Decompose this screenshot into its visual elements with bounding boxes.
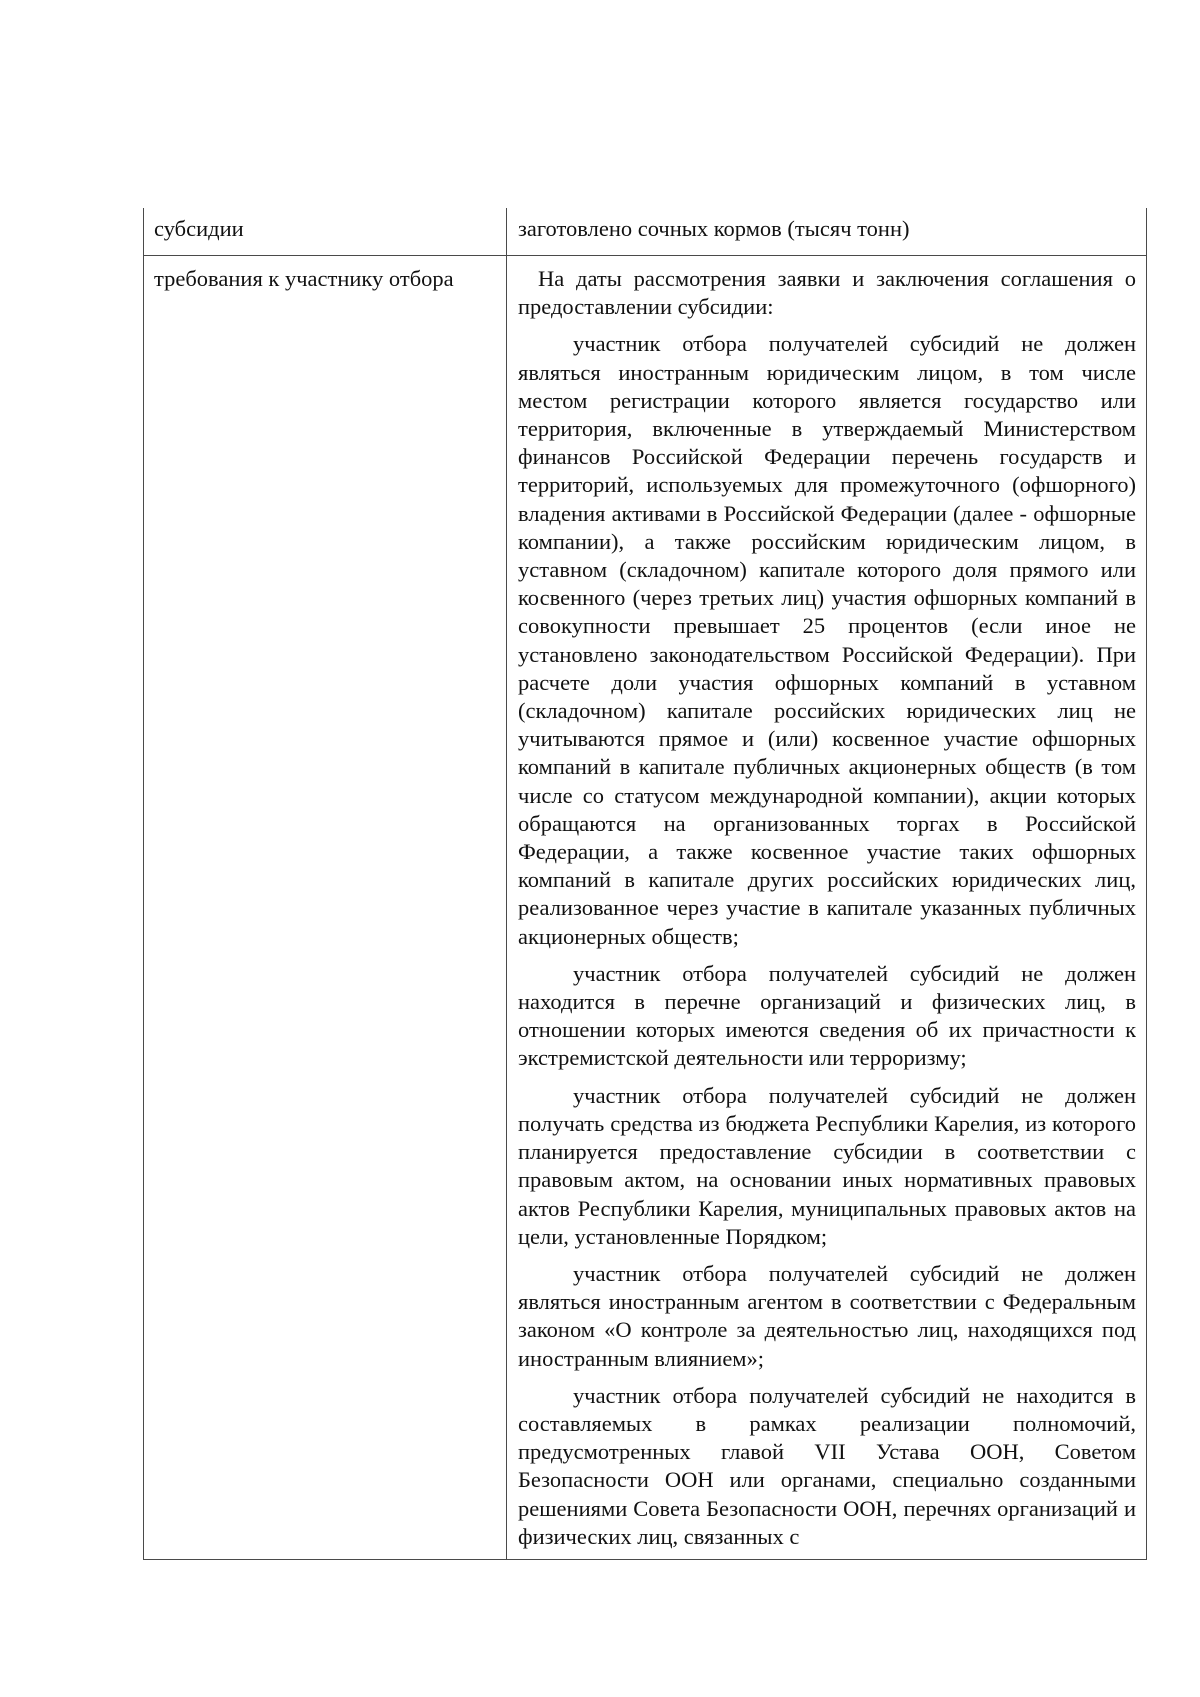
requirements-text [518,265,1136,1559]
row-label-cell [144,256,507,1560]
row-value: заготовлено сочных кормов (тысяч тонн) [518,216,910,241]
table-row [144,208,1147,256]
row-label-cell [144,208,507,256]
requirements-table [143,208,1147,1560]
requirement-item: участник отбора получателей субсидий не должен получать средства из бюджета Республики Карелия, из которого планируется предоставление субсидии в соответствии с правовым актом, на основании иных нормативных правовых актов Республики Карелия, муниципальных правовых актов на цели, установленные Порядком; [518,1082,1136,1249]
row-value-cell [507,208,1147,256]
row-label: требования к участнику отбора [154,266,454,291]
requirement-item: участник отбора получателей субсидий не должен являться иностранным юридическим лицом, в том числе местом регистрации которого является государство или территория, включенные в утверждаемый Министерством финансов Российской Федерации перечень государств и территорий, используемых для промежуточного (офшорного) владения активами в Российской Федерации (далее - офшорные компании), а также российским юридическим лицом, в уставном (складочном) капитале которого доля прямого или косвенного (через третьих лиц) участия офшорных компаний в совокупности превышает 25 процентов (если иное не установлено законодательством Российской Федерации). При расчете доли участия офшорных компаний в уставном (складочном) капитале российских юридических лиц не учитываются прямое и (или) косвенное участие офшорных компаний в капитале публичных акционерных обществ (в том числе со статусом международной компании), акции которых обращаются на организованных торгах в Российской Федерации, а также косвенное участие таких офшорных компаний в капитале других российских юридических лиц, реализованное через участие в капитале указанных публичных акционерных обществ; [518,331,1136,949]
requirement-item: участник отбора получателей субсидий не находится в составляемых в рамках реализации полномочий, предусмотренных главой VII Устава ООН, Советом Безопасности ООН или органами, специально созданными решениями Совета Безопасности ООН, перечнях организаций и физических лиц, связанных с [518,1382,1136,1549]
requirement-item: участник отбора получателей субсидий не должен являться иностранным агентом в соответствии с Федеральным законом «О контроле за деятельностью лиц, находящихся под иностранным влиянием»; [518,1260,1136,1371]
requirement-item: участник отбора получателей субсидий не должен находится в перечне организаций и физических лиц, в отношении которых имеются сведения об их причастности к экстремистской деятельности или терроризму; [518,960,1136,1071]
requirements-intro: На даты рассмотрения заявки и заключения соглашения о предоставлении субсидии: [518,266,1136,320]
row-label: субсидии [154,216,244,241]
table-row [144,256,1147,1560]
requirements-cell [507,256,1147,1560]
